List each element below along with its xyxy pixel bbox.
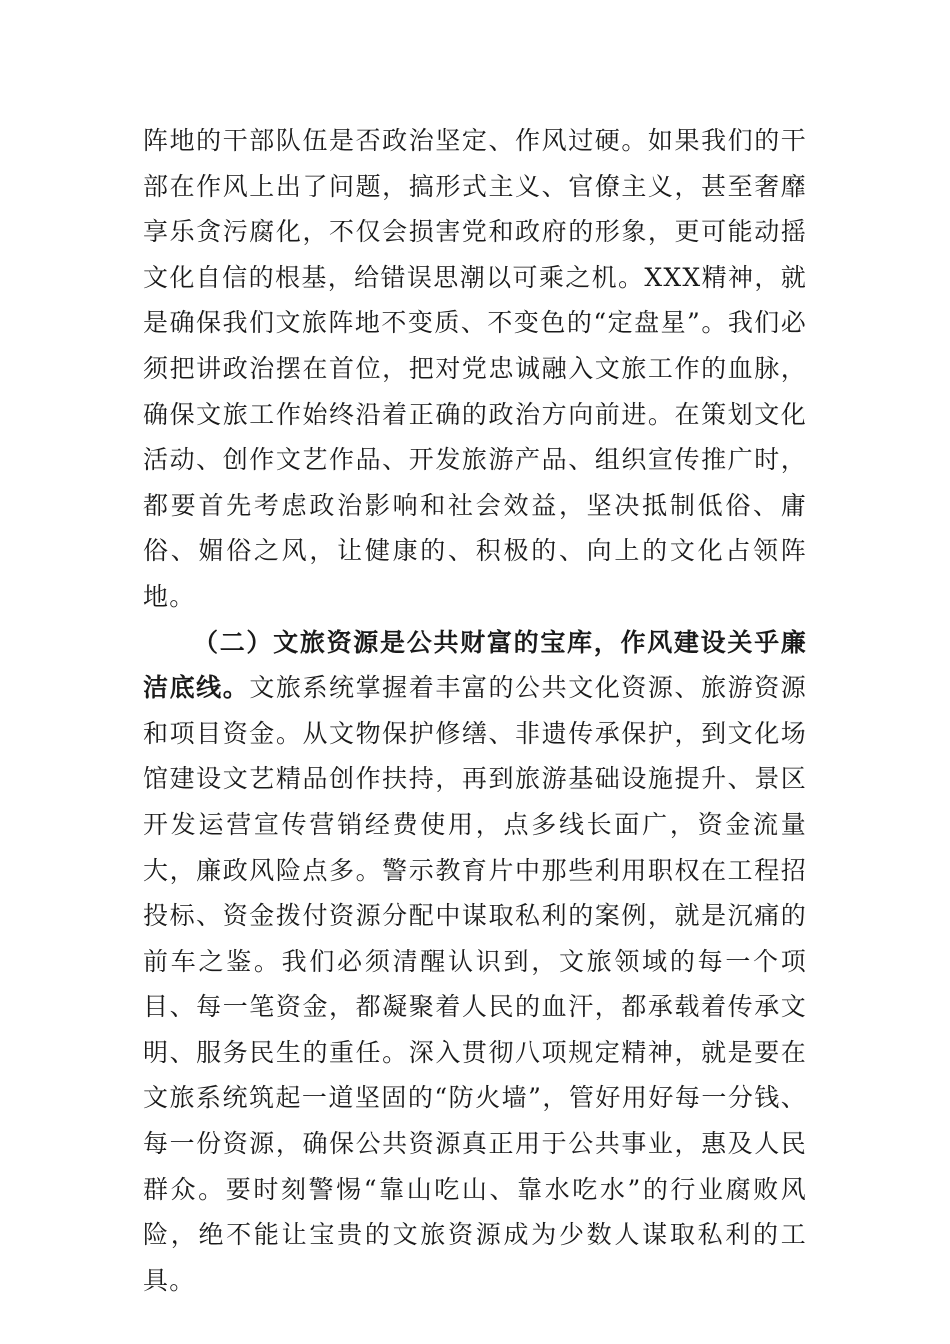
document-body <box>143 118 807 1303</box>
paragraph-2-body: 文旅系统掌握着丰富的公共文化资源、旅游资源和项目资金。从文物保护修缮、非遗传承保护，到文化场馆建设文艺精品创作扶持，再到旅游基础设施提升、景区开发运营宣传营销经费使用，点多线长面广，资金流量大，廉政风险点多。警示教育片中那些利用职权在工程招投标、资金拨付资源分配中谋取私利的案例，就是沉痛的前车之鉴。我们必须清醒认识到，文旅领域的每一个项目、每一笔资金，都凝聚着人民的血汗，都承载着传承文明、服务民生的重任。深入贯彻八项规定精神，就是要在文旅系统筑起一道坚固的“防火墙”，管好用好每一分钱、每一份资源，确保公共资源真正用于公共事业，惠及人民群众。要时刻警惕“靠山吃山、靠水吃水”的行业腐败风险，绝不能让宝贵的文旅资源成为少数人谋取私利的工具。 <box>143 673 808 1295</box>
paragraph-1: 阵地的干部队伍是否政治坚定、作风过硬。如果我们的干部在作风上出了问题，搞形式主义、官僚主义，甚至奢靡享乐贪污腐化，不仅会损害党和政府的形象，更可能动摇文化自信的根基，给错误思潮以可乘之机。XXX精神，就是确保我们文旅阵地不变质、不变色的“定盘星”。我们必须把讲政治摆在首位，把对党忠诚融入文旅工作的血脉，确保文旅工作始终沿着正确的政治方向前进。在策划文化活动、创作文艺作品、开发旅游产品、组织宣传推广时，都要首先考虑政治影响和社会效益，坚决抵制低俗、庸俗、媚俗之风，让健康的、积极的、向上的文化占领阵地。 <box>143 126 807 611</box>
section-heading-2: （二）文旅资源是公共财富的宝库，作风建设关乎廉洁底线。 <box>143 627 807 703</box>
paragraph-2 <box>143 620 807 1304</box>
